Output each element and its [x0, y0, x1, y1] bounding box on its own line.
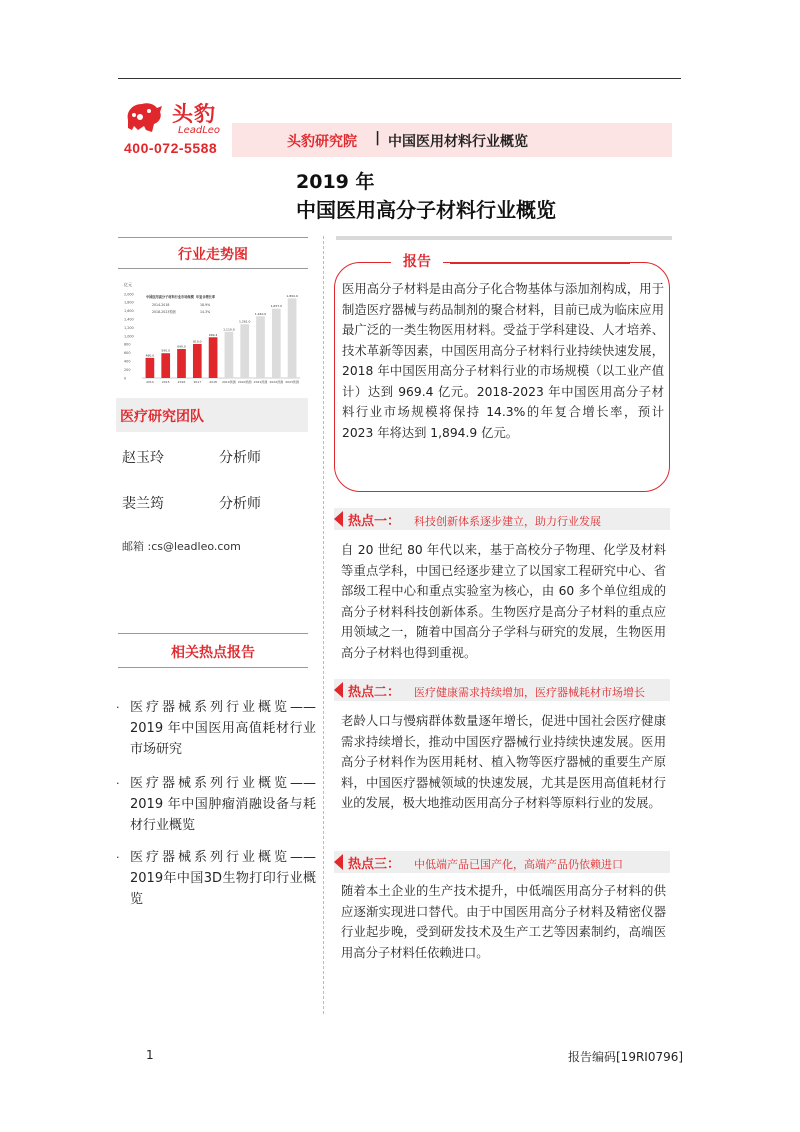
hotspot-header [334, 679, 670, 701]
trend-title: 行业走势图 [178, 247, 248, 263]
chart-bar [288, 298, 297, 378]
trend-rule-bottom [118, 268, 308, 269]
arrow-left-icon [334, 682, 343, 698]
hotspot-text: 随着本土企业的生产技术提升，中低端医用高分子材料的供应逐渐实现进口替代。由于中国医用高分子材料及精密仪器行业起步晚，受到研发技术及生产工艺等因素制约，高端医用高分子材料任依赖进口。 [341, 884, 666, 960]
related-report-text: 医疗器械系列行业概览——2019 年中国医用高值耗材行业市场研究 [130, 700, 316, 757]
x-tick-label: 2016 [177, 380, 186, 384]
legend-rate: 18.9% [200, 303, 211, 307]
y-tick-label: 1,400 [124, 317, 134, 322]
y-axis-unit: 亿元 [124, 282, 132, 287]
trend-chart [122, 280, 304, 390]
y-tick-label: 600 [124, 351, 131, 356]
header-topic: 中国医用材料行业概览 [388, 134, 528, 150]
bar-value-label: 810.0 [193, 339, 202, 344]
bar-value-label: 1,261.0 [238, 319, 251, 324]
chart-bar [272, 309, 281, 378]
x-tick-label: 2020预测 [237, 380, 252, 384]
bullet-icon: · [116, 701, 120, 714]
hotspot-header [334, 851, 670, 873]
hotspot-subtitle: 中低端产品已国产化，高端产品仍依赖进口 [414, 858, 623, 871]
bullet-icon: · [116, 851, 120, 864]
bullet-icon: · [116, 777, 120, 790]
page-title: 中国医用高分子材料行业概览 [296, 198, 556, 222]
x-tick-label: 2023预测 [285, 380, 299, 384]
bar-value-label: 969.4 [208, 332, 218, 337]
header-separator: | [375, 130, 381, 146]
report-summary-text: 医用高分子材料是由高分子化合物基体与添加剂构成，用于制造医疗器械与药品制剂的聚合材料，目前已成为临床应用最广泛的一类生物医用材料。受益于学科建设、人才培养、技术革新等因素，中国医用高分子材料行业持续快速发展，2018 年中国医用高分子材料行业的市场规模（以工业产值计）达到 969.4 亿元。2018-2023 年中国医用高分子材料行业市场规模将保持 14.3%的年复合增长率，预计 2023 年将达到 1,894.9 亿元。 [342, 282, 664, 440]
x-tick-label: 2014 [146, 380, 154, 384]
hotspot-label: 热点一： [348, 514, 401, 529]
chart-bar [193, 344, 202, 378]
related-report-text: 医疗器械系列行业概览——2019年中国3D生物打印行业概览 [130, 850, 316, 907]
hotspot-text: 老龄人口与慢病群体数量逐年增长，促进中国社会医疗健康需求持续增长，推动中国医疗器械行业持续快速发展。医用高分子材料作为医用耗材、植入物等医疗器械的重要生产原料，中国医疗器械领域的快速发展，尤其是医用高值耗材行业的发展，极大地推动医用高分子材料等原料行业的发展。 [341, 714, 666, 810]
bar-value-label: 480.0 [145, 353, 155, 358]
member-role: 分析师 [219, 450, 261, 466]
hotspot-label: 热点三： [348, 857, 401, 872]
report-label-line [450, 263, 630, 264]
chart-bar [225, 332, 234, 378]
chart-bar [146, 358, 155, 378]
related-rule-top [118, 633, 308, 634]
y-tick-label: 200 [124, 367, 131, 372]
logo [120, 98, 230, 138]
related-rule-bottom [118, 667, 308, 668]
member-name: 赵玉玲 [122, 450, 164, 466]
y-tick-label: 1,600 [124, 309, 134, 314]
phone-number: 400-072-5588 [124, 140, 218, 156]
bar-value-label: 1,894.9 [286, 293, 298, 298]
email-link[interactable]: 邮箱 :cs@leadleo.com [122, 540, 241, 553]
y-tick-label: 1,800 [124, 300, 134, 305]
x-tick-label: 2021预测 [253, 380, 268, 384]
team-title: 医疗研究团队 [120, 409, 204, 425]
arrow-left-icon [334, 854, 343, 870]
y-tick-label: 800 [124, 342, 131, 347]
legend-rate: 14.3% [200, 310, 211, 314]
legend-header: 年复合增长率 [196, 295, 216, 299]
x-tick-label: 2015 [161, 380, 170, 384]
leopard-logo-icon [124, 100, 164, 134]
title-rule [336, 236, 672, 240]
page-number: 1 [146, 1048, 154, 1062]
bar-value-label: 1,110.0 [223, 327, 235, 332]
hotspot-subtitle: 科技创新体系逐步建立，助力行业发展 [414, 515, 601, 528]
legend-period: 2014-2018 [152, 303, 170, 307]
chart-bar [240, 324, 249, 378]
bar-value-label: 690.0 [177, 344, 186, 349]
logo-en-text: LeadLeo [178, 125, 221, 136]
related-report-text: 医疗器械系列行业概览——2019 年中国肿瘤消融设备与耗材行业概览 [130, 776, 316, 833]
top-rule [118, 78, 681, 79]
member-name: 裴兰筠 [122, 496, 164, 512]
y-tick-label: 1,000 [124, 334, 134, 339]
team-band [116, 398, 308, 432]
legend-period: 2018-2023预测 [152, 310, 176, 314]
trend-rule-top [118, 237, 308, 238]
y-tick-label: 400 [124, 359, 131, 364]
hotspot-subtitle: 医疗健康需求持续增加，医疗器械耗材市场增长 [414, 686, 645, 699]
report-label: 报告 [391, 251, 443, 271]
institute-name: 头豹研究院 [287, 134, 357, 150]
hotspot-text: 自 20 世纪 80 年代以来，基于高校分子物理、化学及材料等重点学科，中国已经逐步建立了以国家工程研究中心、省部级工程中心和重点实验室为核心，由 60 多个单位组成的高分子材料科技创新体系。生物医疗是高分子材料的重点应用领域之一，随着中国高分子学科与研究的发展，生物医用高分子材料也得到重视。 [341, 543, 666, 660]
header-band [232, 123, 672, 157]
related-report-link[interactable] [116, 847, 316, 910]
chart-bar [256, 316, 265, 378]
related-report-link[interactable] [116, 697, 316, 760]
member-role: 分析师 [219, 496, 261, 512]
legend-header: 中国医用高分子材料行业市场规模 [146, 295, 194, 299]
bar-value-label: 590.0 [161, 348, 170, 353]
y-tick-label: 1,200 [124, 325, 134, 330]
hotspot-label: 热点二： [348, 685, 401, 700]
report-code: 报告编码[19RI0796] [568, 1050, 684, 1064]
logo-cn-text: 头豹 [172, 102, 216, 126]
title-year: 2019 年 [296, 171, 375, 193]
y-tick-label: 0 [124, 376, 127, 381]
y-tick-label: 2,000 [124, 292, 134, 297]
bar-value-label: 1,657.0 [270, 304, 283, 309]
related-title: 相关热点报告 [171, 645, 255, 661]
x-tick-label: 2017 [193, 380, 202, 384]
hotspot-header [334, 508, 670, 530]
x-tick-label: 2018 [209, 380, 217, 384]
column-divider [323, 236, 324, 1014]
chart-bar [209, 337, 218, 378]
x-tick-label: 2019预测 [222, 380, 236, 384]
arrow-left-icon [334, 511, 343, 527]
x-tick-label: 2022预测 [269, 380, 284, 384]
chart-bar [177, 349, 186, 378]
related-report-link[interactable] [116, 773, 316, 836]
bar-value-label: 1,440.0 [254, 311, 267, 316]
chart-bar [161, 353, 170, 378]
